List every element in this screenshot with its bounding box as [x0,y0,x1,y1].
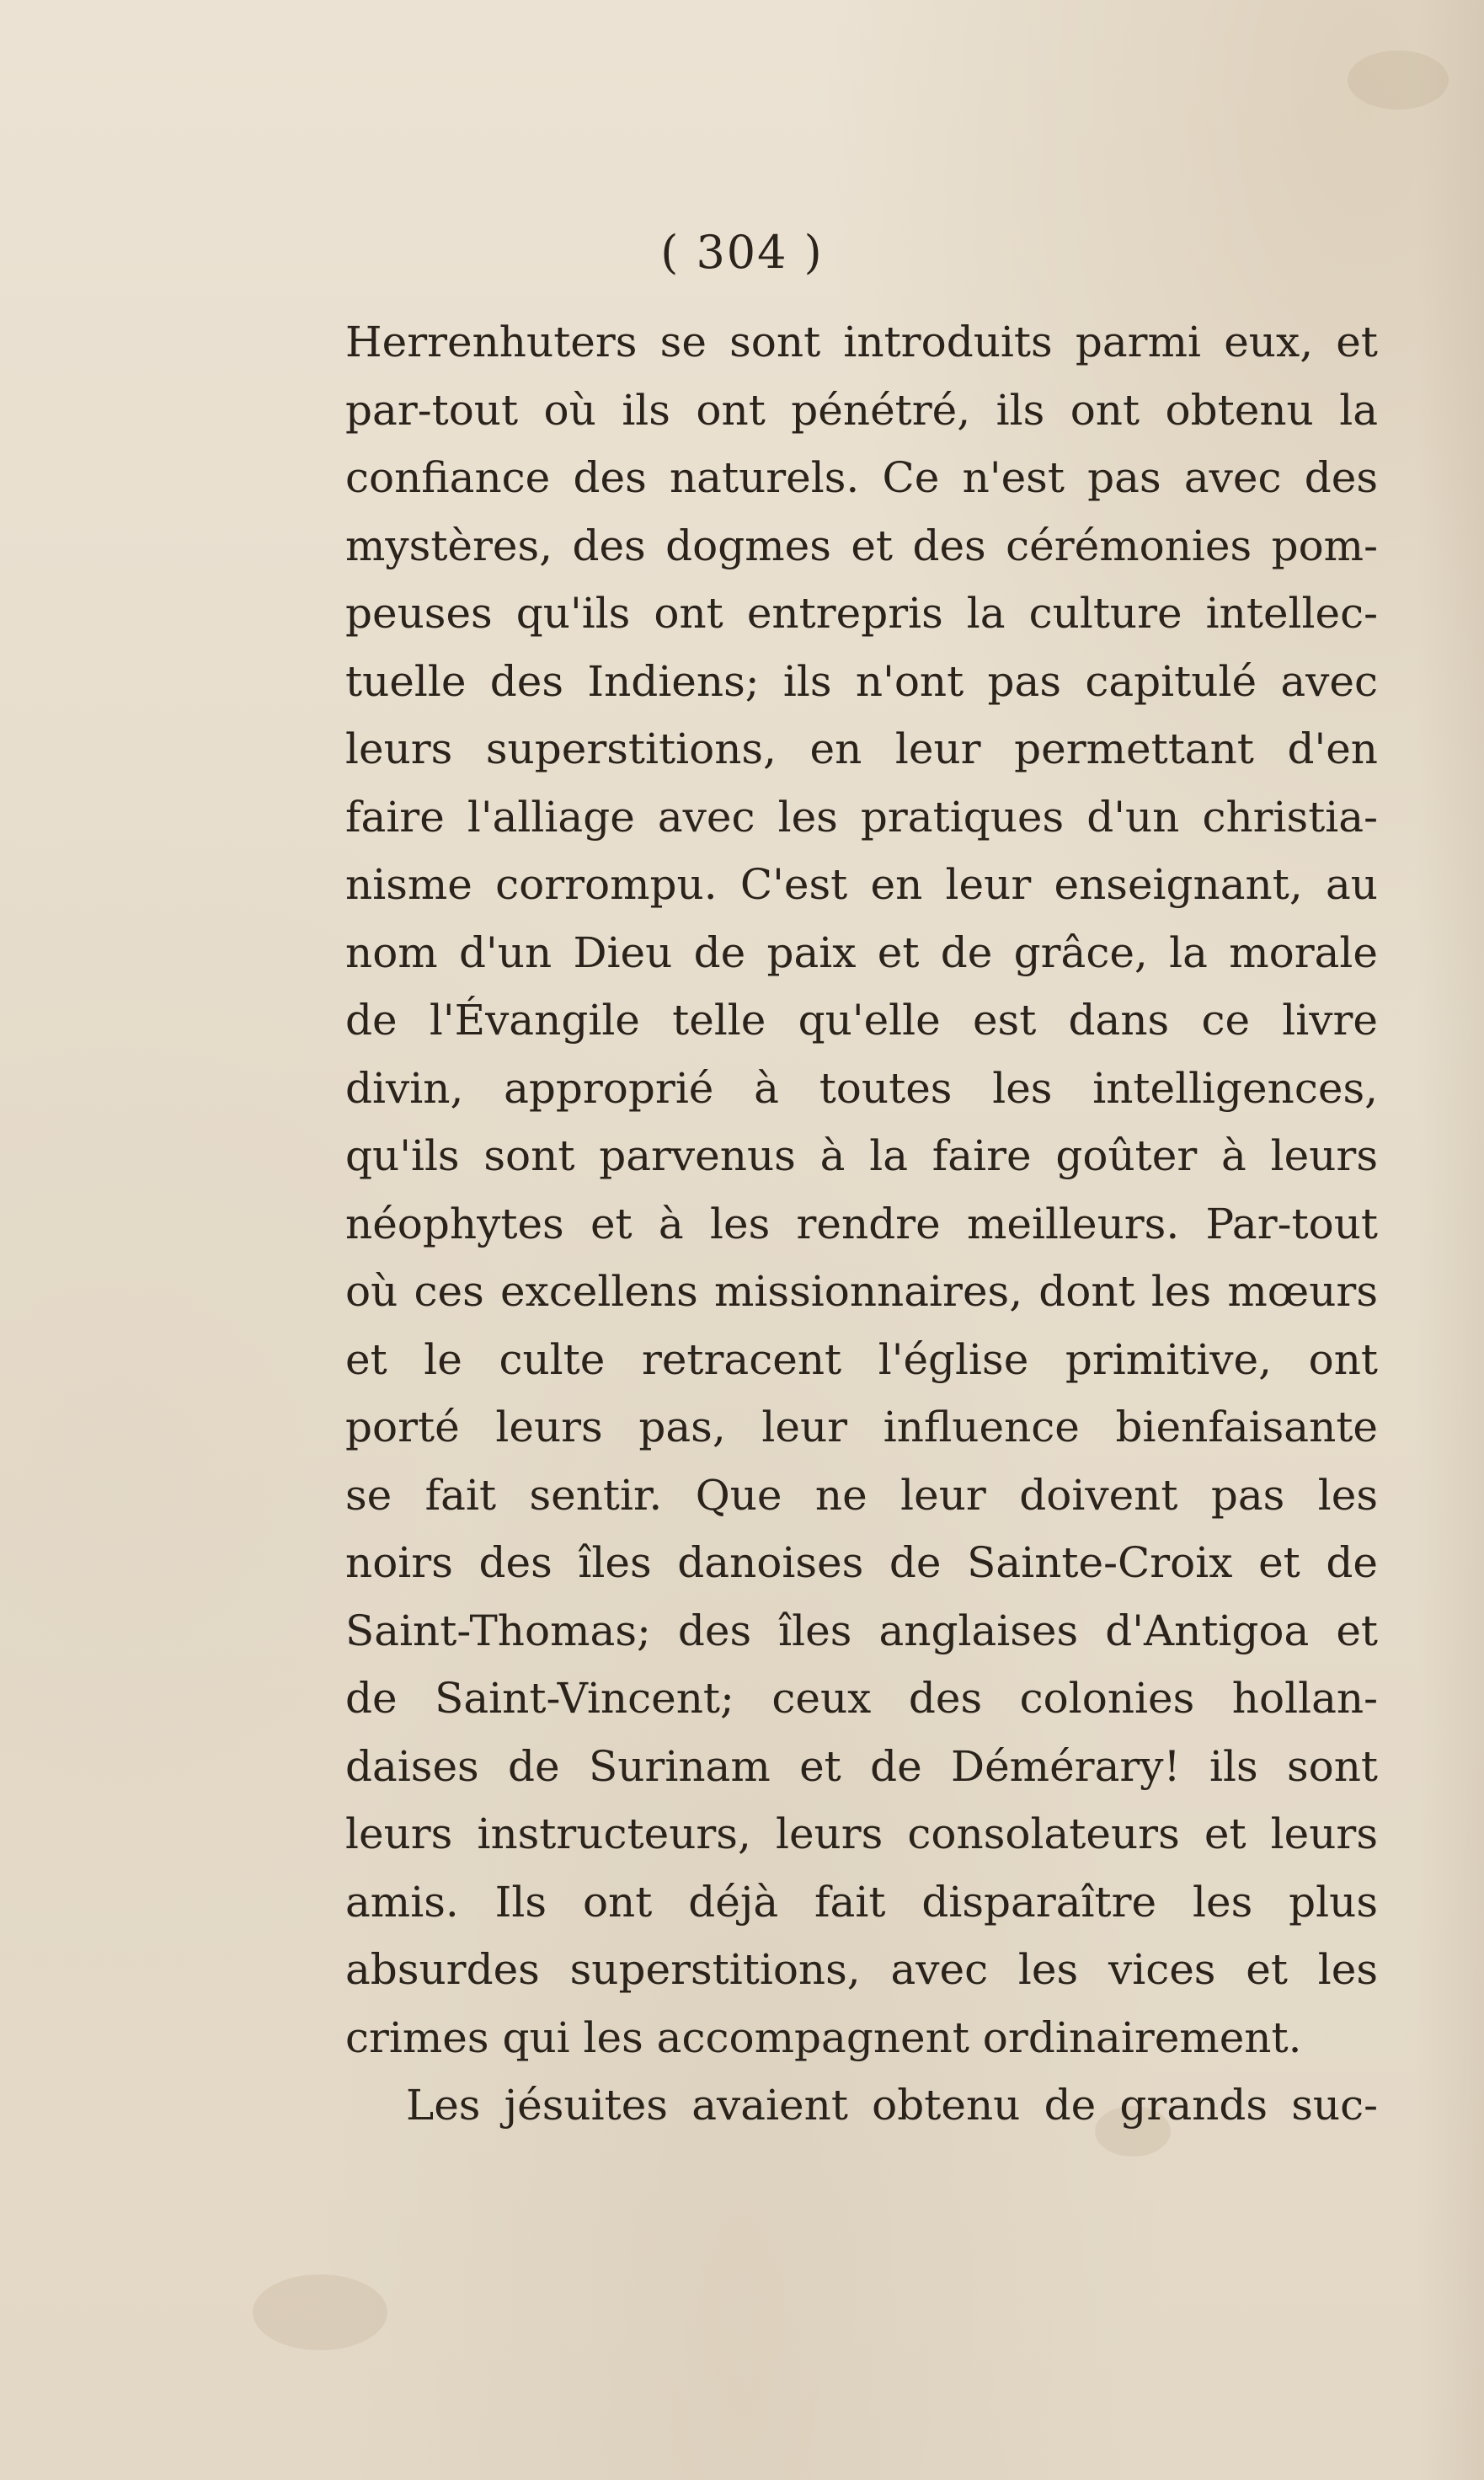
text-line: daises de Surinam et de Démérary! ils sont [345,1741,1378,1791]
page-edge-shadow [1417,0,1484,2480]
paper-stain [253,2274,387,2350]
text-line: crimes qui les accompagnent ordinairement. [345,2012,1302,2062]
text-line: absurdes superstitions, avec les vices et les [345,1945,1378,1994]
page-number: ( 304 ) [660,226,824,279]
text-line: Les jésuites avaient obtenu de grands suc- [406,2081,1378,2130]
text-line: nisme corrompu. C'est en leur enseignant, au [345,860,1378,909]
text-line: amis. Ils ont déjà fait disparaître les plus [345,1877,1378,1927]
text-line: Saint-Thomas; des îles anglaises d'Antigoa et [345,1606,1378,1655]
body-text [345,308,1378,2140]
text-line: tuelle des Indiens; ils n'ont pas capitulé avec [345,656,1378,706]
text-line: leurs superstitions, en leur permettant d'en [345,724,1378,773]
text-line: porté leurs pas, leur influence bienfaisante [345,1403,1378,1451]
text-line: se fait sentir. Que ne leur doivent pas les [345,1470,1378,1520]
text-line: faire l'alliage avec les pratiques d'un christia- [345,792,1378,842]
text-line: par-tout où ils ont pénétré, ils ont obtenu la [345,385,1378,435]
text-line: de Saint-Vincent; ceux des colonies hollan- [345,1674,1378,1723]
paper-stain [1348,51,1449,110]
text-line: de l'Évangile telle qu'elle est dans ce livre [345,996,1378,1045]
text-line: leurs instructeurs, leurs consolateurs et leurs [345,1809,1378,1858]
text-line: où ces excellens missionnaires, dont les mœurs [345,1267,1378,1316]
text-line: divin, approprié à toutes les intelligences, [345,1063,1378,1113]
text-line: nom d'un Dieu de paix et de grâce, la morale [345,927,1378,977]
text-line: noirs des îles danoises de Sainte-Croix et de [345,1538,1378,1587]
text-line: peuses qu'ils ont entrepris la culture intellec- [345,589,1378,638]
text-line: mystères, des dogmes et des cérémonies pom- [345,521,1378,570]
text-line: Herrenhuters se sont introduits parmi eux, et [345,318,1378,366]
text-line: qu'ils sont parvenus à la faire goûter à leurs [345,1131,1378,1180]
text-line: et le culte retracent l'église primitive, ont [345,1334,1378,1384]
text-line: néophytes et à les rendre meilleurs. Par-tout [345,1199,1378,1248]
text-line: confiance des naturels. Ce n'est pas avec des [345,453,1378,502]
